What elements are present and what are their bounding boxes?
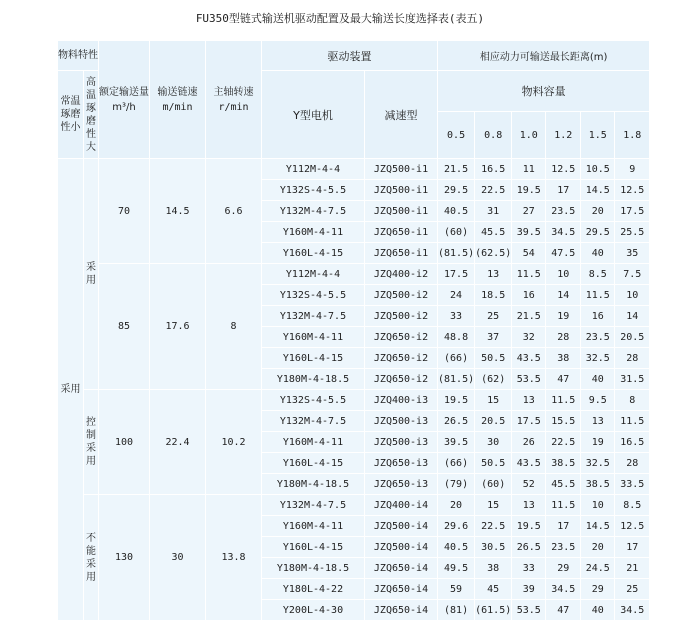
table-row — [58, 264, 649, 284]
group-chain-speed: 22.4 — [150, 390, 205, 494]
reducer-model: JZQ650-i4 — [365, 579, 437, 599]
motor-model: Y160M-4-11 — [262, 432, 364, 452]
group-capacity: 130 — [99, 495, 149, 620]
distance-value: 35 — [615, 243, 649, 263]
distance-value: (81) — [438, 600, 474, 620]
distance-value: 23.5 — [546, 201, 580, 221]
distance-value: 49.5 — [438, 558, 474, 578]
distance-value: (66) — [438, 453, 474, 473]
distance-value: 31.5 — [615, 369, 649, 389]
distance-value: 25 — [615, 579, 649, 599]
distance-value: 9 — [615, 159, 649, 179]
reducer-model: JZQ650-i2 — [365, 327, 437, 347]
header-material-capacity: 物料容量 — [438, 71, 649, 111]
distance-value: 10 — [546, 264, 580, 284]
distance-value: 13 — [512, 390, 545, 410]
reducer-model: JZQ650-i4 — [365, 558, 437, 578]
motor-model: Y132M-4-7.5 — [262, 201, 364, 221]
distance-value: 8.5 — [615, 495, 649, 515]
reducer-model: JZQ400-i4 — [365, 495, 437, 515]
table-row — [58, 159, 649, 179]
distance-value: 11.5 — [546, 495, 580, 515]
distance-value: 19.5 — [438, 390, 474, 410]
distance-value: 23.5 — [546, 537, 580, 557]
distance-value: 28 — [615, 453, 649, 473]
distance-value: 28 — [615, 348, 649, 368]
reducer-model: JZQ500-i1 — [365, 201, 437, 221]
distance-value: 10.5 — [581, 159, 614, 179]
reducer-model: JZQ500-i2 — [365, 285, 437, 305]
distance-value: 47 — [546, 369, 580, 389]
group-capacity: 85 — [99, 264, 149, 389]
distance-value: 16.5 — [475, 159, 511, 179]
distance-value: 29 — [546, 558, 580, 578]
distance-value: 40 — [581, 600, 614, 620]
distance-value: 10 — [581, 495, 614, 515]
distance-value: 33 — [512, 558, 545, 578]
distance-value: (62) — [475, 369, 511, 389]
high-temp-group-label: 不能采用 — [84, 495, 98, 620]
distance-value: 12.5 — [546, 159, 580, 179]
distance-value: 38.5 — [546, 453, 580, 473]
distance-value: 17 — [546, 516, 580, 536]
distance-value: 20.5 — [615, 327, 649, 347]
distance-value: 13 — [475, 264, 511, 284]
distance-value: 32.5 — [581, 453, 614, 473]
distance-value: 16 — [512, 285, 545, 305]
distance-value: 38 — [546, 348, 580, 368]
group-capacity: 100 — [99, 390, 149, 494]
group-spindle-speed: 10.2 — [206, 390, 261, 494]
motor-model: Y160L-4-15 — [262, 453, 364, 473]
distance-value: 20.5 — [475, 411, 511, 431]
distance-value: 32 — [512, 327, 545, 347]
normal-use-label: 采用 — [58, 159, 83, 620]
distance-value: 21.5 — [438, 159, 474, 179]
group-spindle-speed: 13.8 — [206, 495, 261, 620]
distance-value: 17 — [615, 537, 649, 557]
distance-value: 13 — [581, 411, 614, 431]
spec-table — [57, 40, 650, 621]
distance-value: 47.5 — [546, 243, 580, 263]
distance-value: 26.5 — [512, 537, 545, 557]
header-max-distance: 相应动力可输送最长距离(m) — [438, 41, 649, 70]
reducer-model: JZQ650-i1 — [365, 222, 437, 242]
distance-value: 12.5 — [615, 180, 649, 200]
distance-value: 29 — [581, 579, 614, 599]
distance-value: 50.5 — [475, 348, 511, 368]
distance-value: 25 — [475, 306, 511, 326]
distance-value: 45.5 — [475, 222, 511, 242]
distance-value: 24 — [438, 285, 474, 305]
motor-model: Y132M-4-7.5 — [262, 495, 364, 515]
reducer-model: JZQ650-i3 — [365, 453, 437, 473]
reducer-model: JZQ650-i2 — [365, 348, 437, 368]
distance-value: 11.5 — [546, 390, 580, 410]
distance-value: 50.5 — [475, 453, 511, 473]
high-temp-group-label: 采用 — [84, 159, 98, 389]
header-y-motor: Y型电机 — [262, 71, 364, 158]
motor-model: Y160M-4-11 — [262, 222, 364, 242]
reducer-model: JZQ400-i3 — [365, 390, 437, 410]
distance-value: 31 — [475, 201, 511, 221]
header-drive-device: 驱动装置 — [262, 41, 437, 70]
distance-value: 14 — [615, 306, 649, 326]
distance-value: 52 — [512, 474, 545, 494]
header-material-property: 物料特性 — [58, 41, 98, 70]
distance-value: (62.5) — [475, 243, 511, 263]
reducer-model: JZQ500-i1 — [365, 159, 437, 179]
distance-value: 11.5 — [512, 264, 545, 284]
distance-value: (79) — [438, 474, 474, 494]
distance-value: (60) — [438, 222, 474, 242]
header-capacity-cell: 0.5 — [438, 112, 474, 158]
distance-value: 53.5 — [512, 600, 545, 620]
group-spindle-speed: 8 — [206, 264, 261, 389]
distance-value: 20 — [581, 201, 614, 221]
distance-value: 17.5 — [438, 264, 474, 284]
distance-value: 34.5 — [546, 579, 580, 599]
distance-value: 27 — [512, 201, 545, 221]
header-capacity-cell: 1.2 — [546, 112, 580, 158]
distance-value: 16 — [581, 306, 614, 326]
distance-value: 19 — [581, 432, 614, 452]
motor-model: Y160L-4-15 — [262, 537, 364, 557]
table-row — [58, 495, 649, 515]
distance-value: 23.5 — [581, 327, 614, 347]
distance-value: 43.5 — [512, 453, 545, 473]
distance-value: 40.5 — [438, 537, 474, 557]
distance-value: 59 — [438, 579, 474, 599]
distance-value: 17.5 — [615, 201, 649, 221]
distance-value: 22.5 — [475, 516, 511, 536]
distance-value: 17.5 — [512, 411, 545, 431]
reducer-model: JZQ500-i2 — [365, 306, 437, 326]
reducer-model: JZQ650-i2 — [365, 369, 437, 389]
motor-model: Y180M-4-18.5 — [262, 474, 364, 494]
reducer-model: JZQ650-i1 — [365, 243, 437, 263]
distance-value: 22.5 — [475, 180, 511, 200]
reducer-model: JZQ650-i3 — [365, 474, 437, 494]
distance-value: 45.5 — [546, 474, 580, 494]
high-temp-group-label: 控制采用 — [84, 390, 98, 494]
distance-value: 8.5 — [581, 264, 614, 284]
header-capacity-cell: 1.5 — [581, 112, 614, 158]
distance-value: 11.5 — [615, 411, 649, 431]
distance-value: 18.5 — [475, 285, 511, 305]
distance-value: 34.5 — [615, 600, 649, 620]
distance-value: 11.5 — [581, 285, 614, 305]
motor-model: Y180M-4-18.5 — [262, 369, 364, 389]
distance-value: 12.5 — [615, 516, 649, 536]
distance-value: 26.5 — [438, 411, 474, 431]
page-title: FU350型链式输送机驱动配置及最大输送长度选择表(表五) — [195, 12, 485, 25]
distance-value: 9.5 — [581, 390, 614, 410]
header-high-temp: 高温琢磨性大 — [84, 71, 98, 158]
motor-model: Y160L-4-15 — [262, 243, 364, 263]
distance-value: 17 — [546, 180, 580, 200]
table-row — [58, 390, 649, 410]
distance-value: 40.5 — [438, 201, 474, 221]
distance-value: (61.5) — [475, 600, 511, 620]
distance-value: (60) — [475, 474, 511, 494]
distance-value: 13 — [512, 495, 545, 515]
distance-value: 14 — [546, 285, 580, 305]
distance-value: 30 — [475, 432, 511, 452]
distance-value: 54 — [512, 243, 545, 263]
distance-value: 11 — [512, 159, 545, 179]
distance-value: 38 — [475, 558, 511, 578]
distance-value: 26 — [512, 432, 545, 452]
header-reducer: 减速型 — [365, 71, 437, 158]
distance-value: 30.5 — [475, 537, 511, 557]
motor-model: Y180L-4-22 — [262, 579, 364, 599]
distance-value: 21.5 — [512, 306, 545, 326]
distance-value: 34.5 — [546, 222, 580, 242]
distance-value: 39.5 — [512, 222, 545, 242]
group-chain-speed: 14.5 — [150, 159, 205, 263]
distance-value: 45 — [475, 579, 511, 599]
group-chain-speed: 30 — [150, 495, 205, 620]
header-chain-speed: 输送链速 m/min — [150, 41, 205, 158]
distance-value: 29.5 — [438, 180, 474, 200]
distance-value: 10 — [615, 285, 649, 305]
motor-model: Y132S-4-5.5 — [262, 180, 364, 200]
motor-model: Y200L-4-30 — [262, 600, 364, 620]
distance-value: 19.5 — [512, 516, 545, 536]
distance-value: 15.5 — [546, 411, 580, 431]
reducer-model: JZQ500-i3 — [365, 432, 437, 452]
distance-value: 20 — [581, 537, 614, 557]
motor-model: Y132S-4-5.5 — [262, 390, 364, 410]
motor-model: Y160M-4-11 — [262, 327, 364, 347]
header-rated-capacity: 额定输送量m³/h — [99, 41, 149, 158]
reducer-model: JZQ400-i2 — [365, 264, 437, 284]
distance-value: 24.5 — [581, 558, 614, 578]
reducer-model: JZQ500-i3 — [365, 411, 437, 431]
distance-value: 21 — [615, 558, 649, 578]
distance-value: 33.5 — [615, 474, 649, 494]
distance-value: 40 — [581, 243, 614, 263]
motor-model: Y160M-4-11 — [262, 516, 364, 536]
distance-value: 32.5 — [581, 348, 614, 368]
motor-model: Y132M-4-7.5 — [262, 306, 364, 326]
distance-value: 43.5 — [512, 348, 545, 368]
motor-model: Y132S-4-5.5 — [262, 285, 364, 305]
motor-model: Y132M-4-7.5 — [262, 411, 364, 431]
distance-value: 29.6 — [438, 516, 474, 536]
motor-model: Y112M-4-4 — [262, 159, 364, 179]
distance-value: 8 — [615, 390, 649, 410]
distance-value: 28 — [546, 327, 580, 347]
group-spindle-speed: 6.6 — [206, 159, 261, 263]
distance-value: 19 — [546, 306, 580, 326]
reducer-model: JZQ650-i4 — [365, 600, 437, 620]
distance-value: 16.5 — [615, 432, 649, 452]
distance-value: 19.5 — [512, 180, 545, 200]
motor-model: Y180M-4-18.5 — [262, 558, 364, 578]
distance-value: 25.5 — [615, 222, 649, 242]
distance-value: 20 — [438, 495, 474, 515]
distance-value: 47 — [546, 600, 580, 620]
reducer-model: JZQ500-i4 — [365, 537, 437, 557]
motor-model: Y160L-4-15 — [262, 348, 364, 368]
distance-value: (66) — [438, 348, 474, 368]
distance-value: (81.5) — [438, 243, 474, 263]
header-normal-temp: 常温琢磨性小 — [58, 71, 83, 158]
distance-value: 15 — [475, 495, 511, 515]
distance-value: 33 — [438, 306, 474, 326]
header-capacity-cell: 1.8 — [615, 112, 649, 158]
motor-model: Y112M-4-4 — [262, 264, 364, 284]
distance-value: (81.5) — [438, 369, 474, 389]
distance-value: 39.5 — [438, 432, 474, 452]
distance-value: 48.8 — [438, 327, 474, 347]
distance-value: 38.5 — [581, 474, 614, 494]
distance-value: 37 — [475, 327, 511, 347]
distance-value: 15 — [475, 390, 511, 410]
reducer-model: JZQ500-i4 — [365, 516, 437, 536]
distance-value: 40 — [581, 369, 614, 389]
distance-value: 14.5 — [581, 516, 614, 536]
distance-value: 29.5 — [581, 222, 614, 242]
distance-value: 14.5 — [581, 180, 614, 200]
header-spindle-speed: 主轴转速 r/min — [206, 41, 261, 158]
reducer-model: JZQ500-i1 — [365, 180, 437, 200]
distance-value: 53.5 — [512, 369, 545, 389]
header-capacity-cell: 1.0 — [512, 112, 545, 158]
group-capacity: 70 — [99, 159, 149, 263]
distance-value: 7.5 — [615, 264, 649, 284]
group-chain-speed: 17.6 — [150, 264, 205, 389]
distance-value: 39 — [512, 579, 545, 599]
distance-value: 22.5 — [546, 432, 580, 452]
header-capacity-cell: 0.8 — [475, 112, 511, 158]
